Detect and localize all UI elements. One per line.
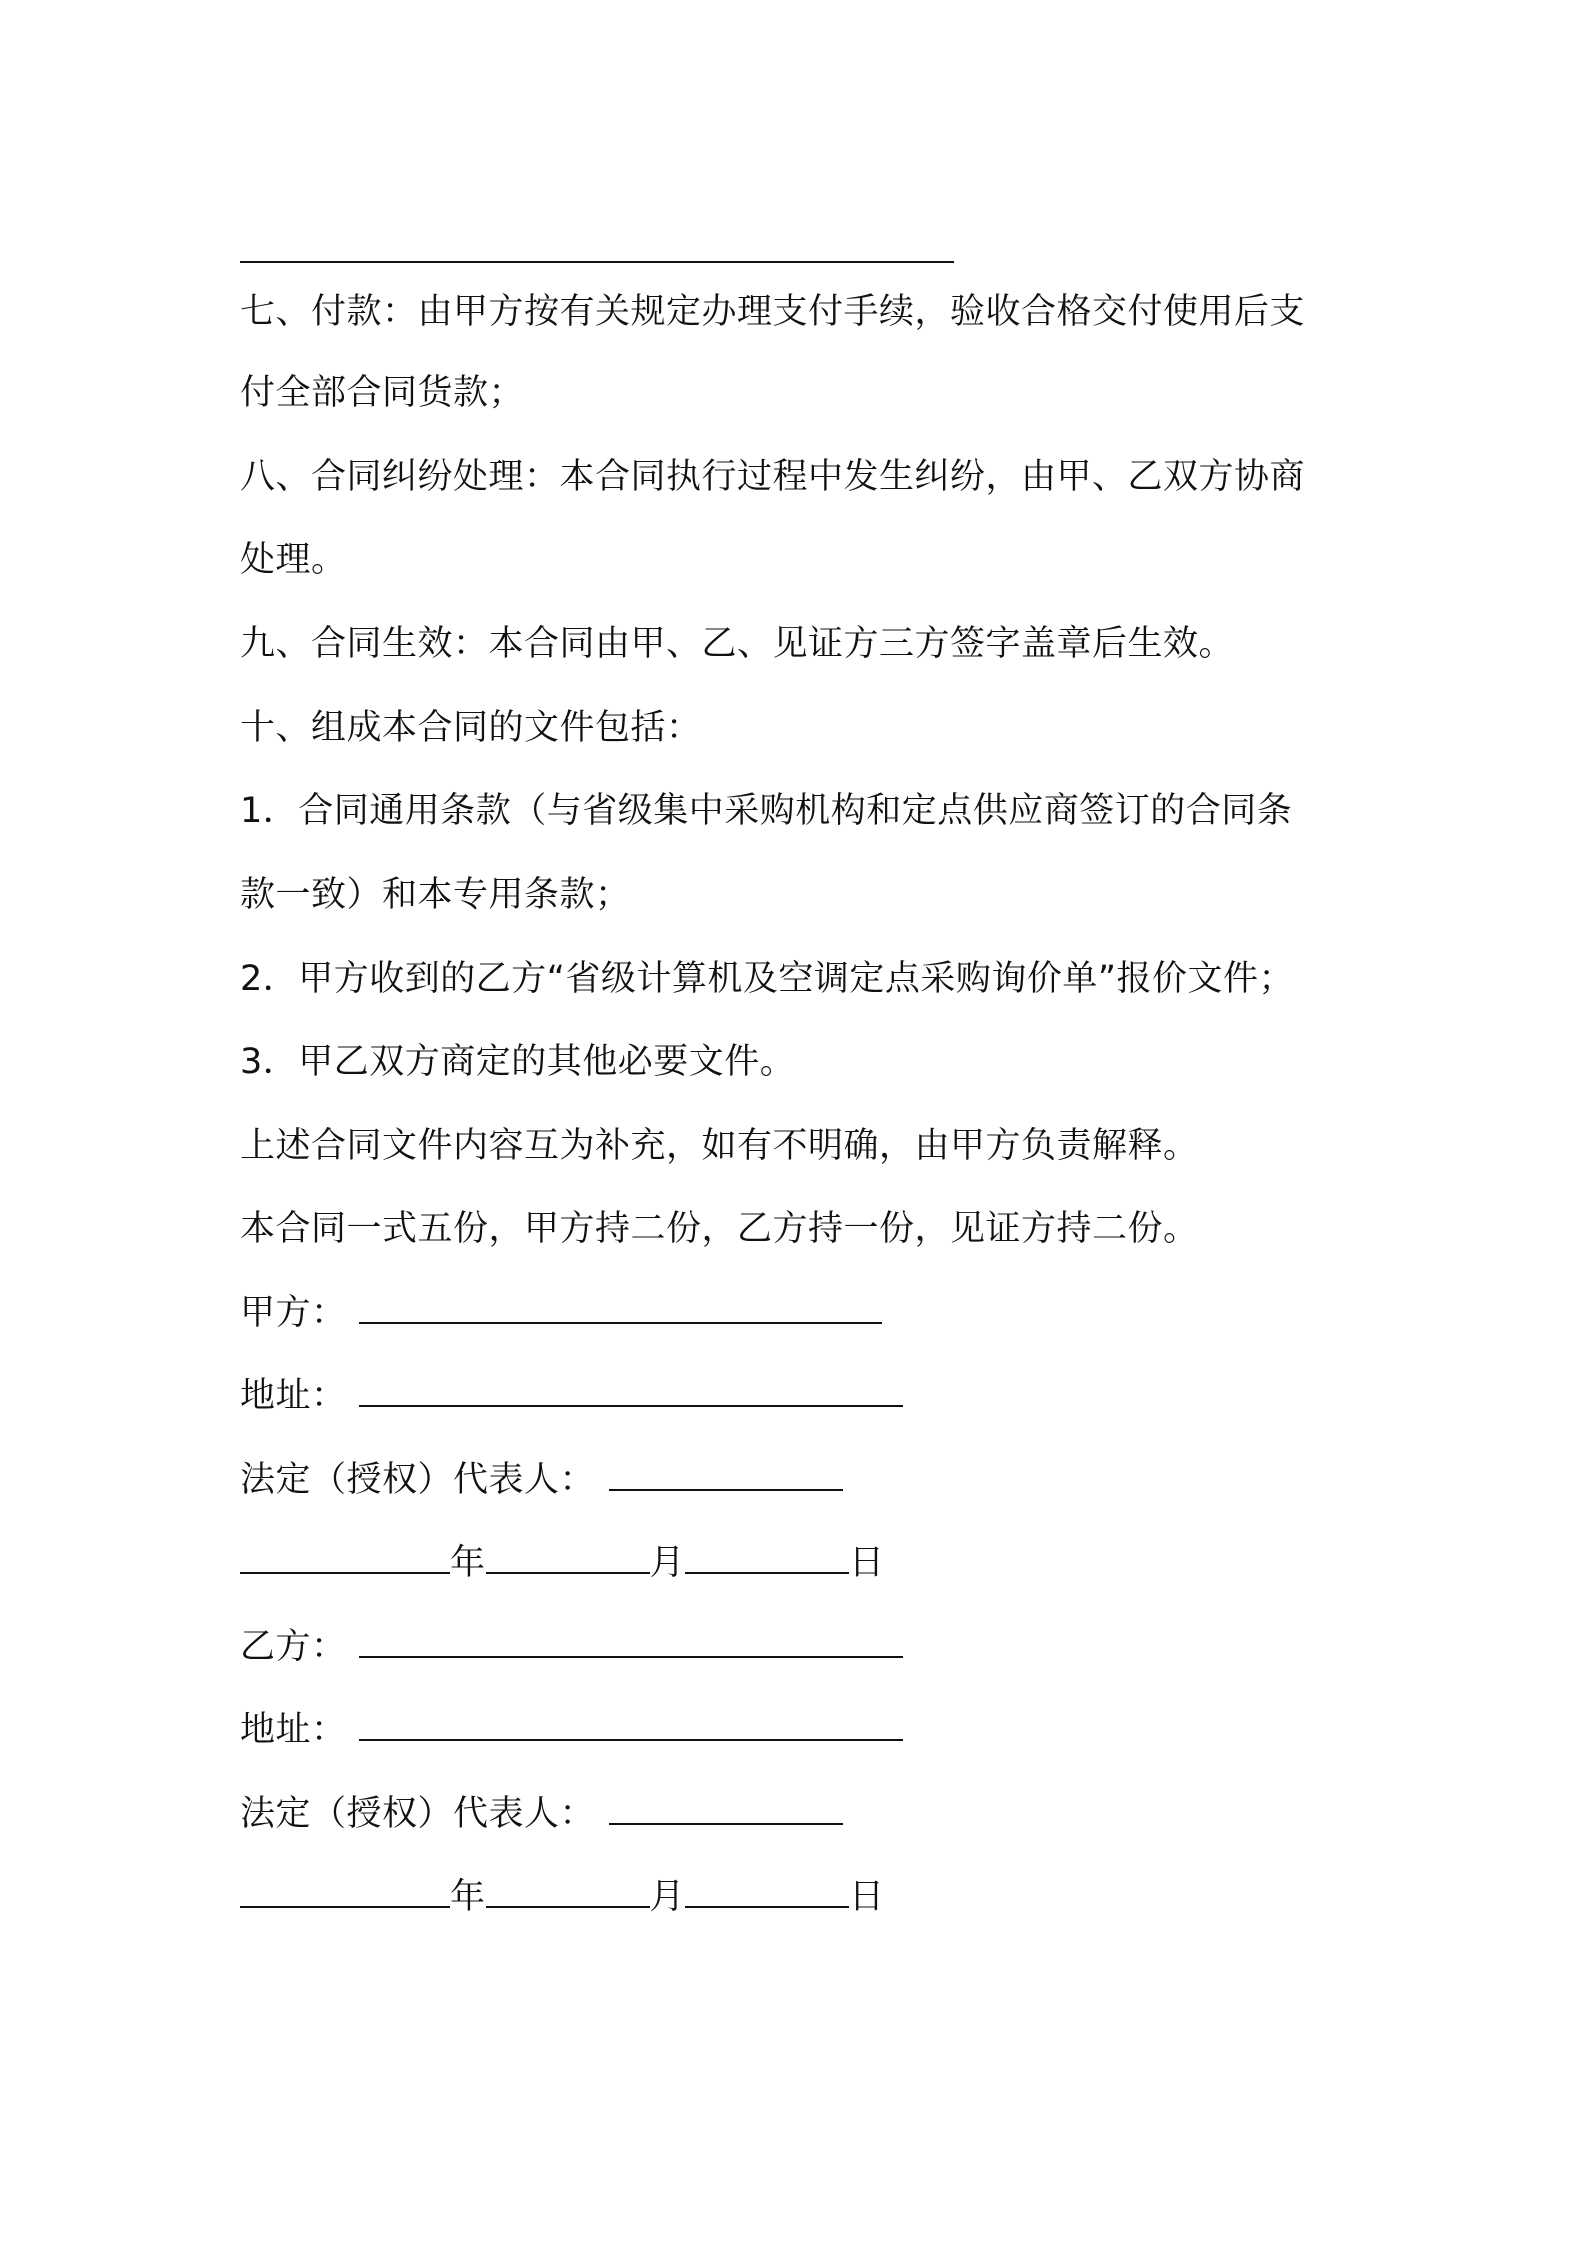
clause-10: 十、组成本合同的文件包括： <box>240 708 702 748</box>
clause-9: 九、合同生效：本合同由甲、乙、见证方三方签字盖章后生效。 <box>240 624 1235 664</box>
party-b-address-field[interactable] <box>359 1701 903 1741</box>
party-a-address-row <box>240 1366 903 1426</box>
party-a-day-field[interactable] <box>685 1534 849 1574</box>
party-b-rep-row <box>240 1784 843 1844</box>
party-a-name-label: 甲方： <box>240 1293 347 1333</box>
party-b-name-row <box>240 1617 903 1677</box>
copies-text: 本合同一式五份，甲方持二份，乙方持一份，见证方持二份。 <box>240 1209 1199 1249</box>
party-a-day-label: 日 <box>849 1543 885 1583</box>
supplement-text: 上述合同文件内容互为补充，如有不明确，由甲方负责解释。 <box>240 1126 1199 1166</box>
party-b-date-row <box>240 1867 885 1927</box>
party-b-year-label: 年 <box>450 1877 486 1917</box>
party-b-day-field[interactable] <box>685 1868 849 1908</box>
party-b-rep-field[interactable] <box>609 1785 843 1825</box>
party-b-year-field[interactable] <box>240 1868 450 1908</box>
party-a-date-row <box>240 1533 885 1593</box>
clause-8-line-2: 处理。 <box>240 540 347 580</box>
party-a-year-field[interactable] <box>240 1534 450 1574</box>
party-b-day-label: 日 <box>849 1877 885 1917</box>
clause-7-line-2: 付全部合同货款； <box>240 373 525 413</box>
party-b-name-field[interactable] <box>359 1618 903 1658</box>
party-b-address-row <box>240 1700 903 1760</box>
clause-8-line-1: 八、合同纠纷处理：本合同执行过程中发生纠纷，由甲、乙双方协商 <box>240 457 1306 497</box>
item-2: 2．甲方收到的乙方“省级计算机及空调定点采购询价单”报价文件； <box>240 959 1295 999</box>
party-b-address-label: 地址： <box>240 1710 347 1750</box>
party-a-rep-field[interactable] <box>609 1451 843 1491</box>
party-b-rep-label: 法定（授权）代表人： <box>240 1794 596 1834</box>
item-1-line-2: 款一致）和本专用条款； <box>240 875 631 915</box>
party-a-month-label: 月 <box>649 1543 686 1583</box>
party-b-month-label: 月 <box>649 1877 686 1917</box>
party-a-year-label: 年 <box>450 1543 486 1583</box>
item-3: 3．甲乙双方商定的其他必要文件。 <box>240 1042 796 1082</box>
party-b-month-field[interactable] <box>486 1868 650 1908</box>
clause-7-line-1: 七、付款：由甲方按有关规定办理支付手续，验收合格交付使用后支 <box>240 292 1306 332</box>
party-a-rep-row <box>240 1450 843 1510</box>
top-rule-line <box>240 223 954 263</box>
party-a-name-row <box>240 1283 882 1343</box>
party-a-address-label: 地址： <box>240 1376 347 1416</box>
item-1-line-1: 1．合同通用条款（与省级集中采购机构和定点供应商签订的合同条 <box>240 791 1293 831</box>
party-a-rep-label: 法定（授权）代表人： <box>240 1460 596 1500</box>
top-rule <box>240 222 954 282</box>
party-a-month-field[interactable] <box>486 1534 650 1574</box>
party-a-address-field[interactable] <box>359 1367 903 1407</box>
party-a-name-field[interactable] <box>359 1284 882 1324</box>
party-b-name-label: 乙方： <box>240 1627 347 1667</box>
